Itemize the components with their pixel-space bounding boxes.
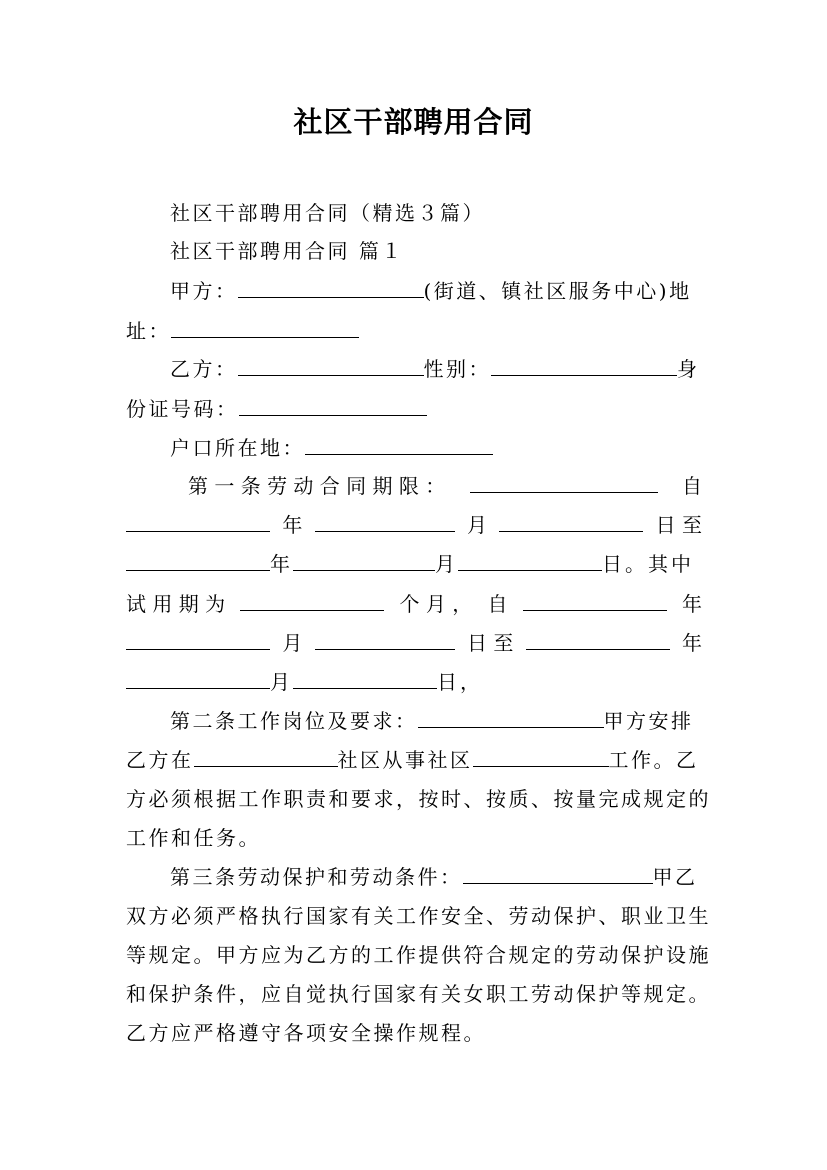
trial-months-text: 个 月 ， (399, 592, 473, 616)
end-month-blank[interactable] (293, 569, 435, 571)
gender-blank[interactable] (491, 374, 677, 376)
article-2-line-2 (126, 747, 699, 773)
article-2-text-b: 社区从事社区 (337, 748, 473, 772)
year-text: 年 (270, 552, 293, 576)
article-3-line-5: 乙方应严格遵守各项安全操作规程。 (126, 1021, 486, 1045)
id-blank[interactable] (239, 414, 427, 416)
month-text: 月 (435, 552, 458, 576)
id-label: 份证号码： (126, 397, 239, 421)
party-b-label: 乙方： (170, 357, 238, 381)
article-1-line-4 (126, 591, 702, 617)
trial-label: 试 用 期 为 (126, 592, 226, 616)
address-label: 址： (126, 319, 171, 343)
position-blank[interactable] (418, 726, 604, 728)
address-blank[interactable] (171, 336, 359, 338)
article-2-line-3: 方必须根据工作职责和要求，按时、按质、按量完成规定的 (126, 787, 711, 811)
day-to-text: 日 至 (655, 513, 702, 537)
end-year-blank[interactable] (126, 569, 270, 571)
article-1-line-5 (126, 630, 702, 656)
month-text: 月 (466, 513, 487, 537)
hukou-blank[interactable] (305, 453, 493, 455)
article-2-label: 第二条工作岗位及要求： (170, 709, 418, 733)
trial-from-text: 自 (487, 592, 508, 616)
party-a-address-line (126, 318, 359, 344)
trial-start-blank[interactable] (126, 648, 270, 650)
article-1-line-3 (126, 551, 694, 577)
trial-months-blank[interactable] (240, 609, 384, 611)
trial-end-day-blank[interactable] (293, 687, 437, 689)
work-blank[interactable] (473, 765, 609, 767)
document-title: 社区干部聘用合同 (293, 105, 534, 139)
article-2-tail: 甲方安排 (603, 709, 694, 733)
article-2-line-4: 工作和任务。 (126, 826, 261, 850)
party-b-blank[interactable] (238, 374, 424, 376)
article-2-text-a: 乙方在 (126, 748, 194, 772)
hukou-line (170, 435, 493, 461)
month-text: 月 (282, 631, 303, 655)
party-b-line (170, 356, 700, 382)
article-3-line-3: 等规定。甲方应为乙方的工作提供符合规定的劳动保护设施 (126, 943, 711, 967)
section-heading: 社区干部聘用合同 篇１ (170, 239, 404, 263)
start-year-blank[interactable] (126, 530, 270, 532)
trial-end-year-blank[interactable] (526, 648, 670, 650)
article-1-blank-1[interactable] (470, 491, 658, 493)
article-2-text-c: 工作。乙 (608, 748, 699, 772)
article-1-line-2 (126, 512, 702, 538)
party-a-line (170, 278, 692, 304)
community-blank[interactable] (194, 765, 338, 767)
article-3-line-4: 和保护条件，应自觉执行国家有关女职工劳动保护等规定。 (126, 982, 711, 1006)
hukou-label: 户口所在地： (170, 436, 305, 460)
article-2-line-1 (170, 708, 694, 734)
article-1-label: 第 一 条 劳 动 合 同 期 限 ： (188, 474, 446, 498)
party-a-note: (街道、镇社区服务中心)地 (423, 279, 692, 303)
article-3-line-1 (170, 864, 698, 890)
subtitle: 社区干部聘用合同（精选３篇） (170, 201, 485, 225)
conditions-blank[interactable] (463, 882, 653, 884)
day-to-text: 日 至 (466, 631, 514, 655)
year-text: 年 (282, 513, 303, 537)
start-day-blank[interactable] (499, 530, 643, 532)
year-text: 年 (682, 631, 702, 655)
trial-start-day-blank[interactable] (315, 648, 455, 650)
article-3-tail: 甲乙 (652, 865, 698, 889)
year-text: 年 (681, 592, 702, 616)
article-1-line-6 (126, 669, 483, 695)
trial-end-month-blank[interactable] (126, 687, 270, 689)
day-text: 日。其中 (602, 552, 694, 576)
article-1-line-1 (188, 473, 702, 499)
id-tail: 身 (677, 357, 700, 381)
end-day-blank[interactable] (458, 569, 602, 571)
party-a-blank[interactable] (238, 296, 424, 298)
party-a-label: 甲方： (170, 279, 238, 303)
day-text: 日， (437, 670, 483, 694)
article-3-label: 第三条劳动保护和劳动条件： (170, 865, 463, 889)
article-3-line-2: 双方必须严格执行国家有关工作安全、劳动保护、职业卫生 (126, 904, 711, 928)
article-1-from: 自 (682, 474, 702, 498)
trial-year-blank[interactable] (523, 609, 667, 611)
month-text: 月 (270, 670, 293, 694)
start-month-blank[interactable] (315, 530, 455, 532)
id-number-line (126, 396, 427, 422)
gender-label: 性别： (423, 357, 491, 381)
